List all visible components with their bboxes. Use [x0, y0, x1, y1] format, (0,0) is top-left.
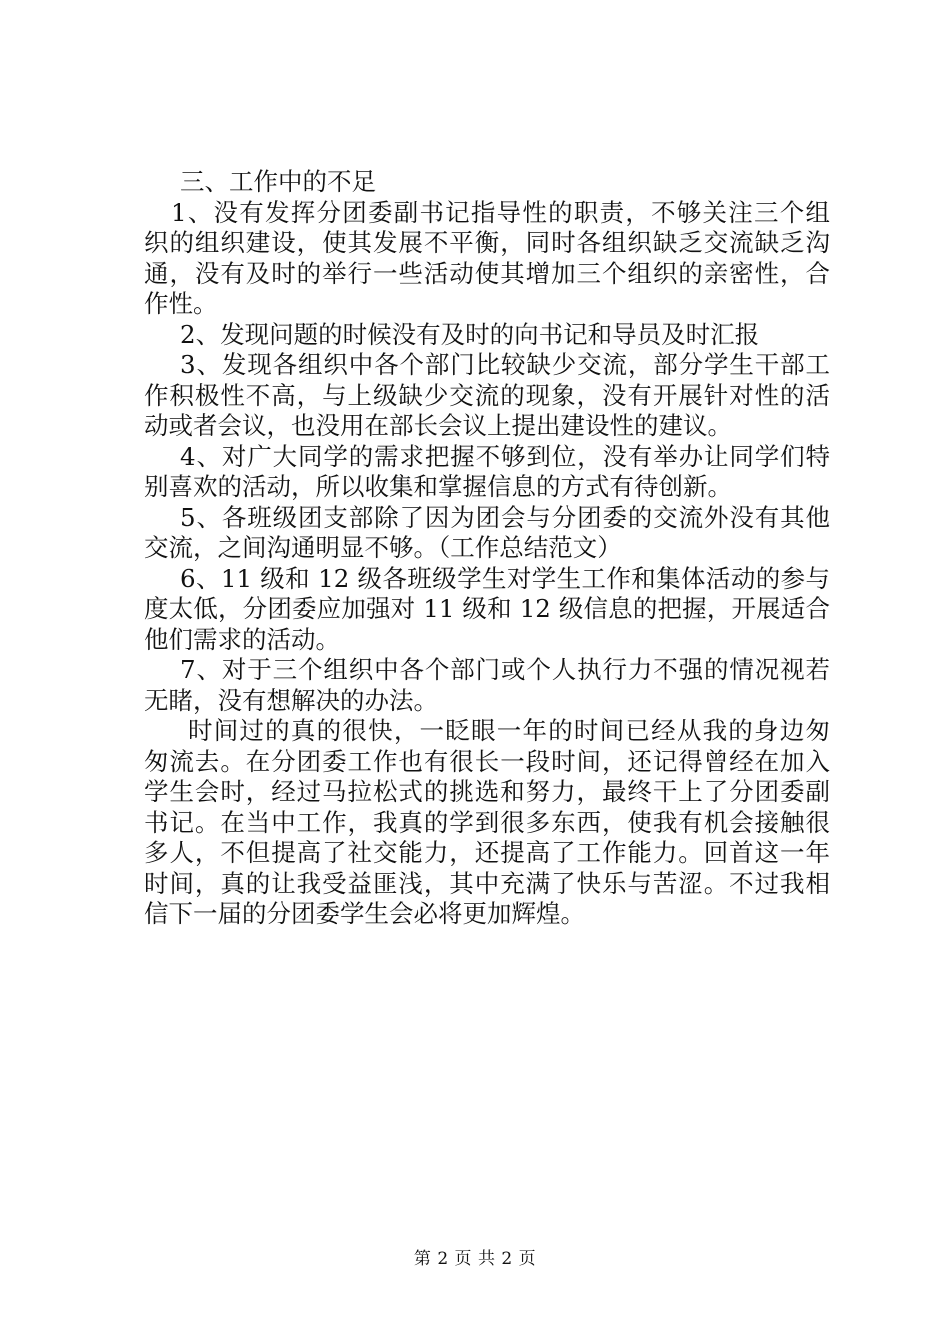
paragraph-line: 多人，不但提高了社交能力，还提高了工作能力。回首这一年 [144, 838, 830, 867]
paragraph-line: 7、对于三个组织中各个部门或个人执行力不强的情况视若 [180, 655, 830, 684]
page-number-footer: 第 2 页 共 2 页 [413, 1249, 537, 1269]
paragraph-line: 4、对广大同学的需求把握不够到位，没有举办让同学们特 [180, 441, 830, 471]
paragraph-line: 交流，之间沟通明显不够。（工作总结范文） [144, 533, 622, 562]
paragraph-line: 作性。 [144, 289, 218, 318]
paragraph-line: 3、发现各组织中各个部门比较缺少交流，部分学生干部工 [180, 350, 830, 379]
paragraph-line: 信下一届的分团委学生会必将更加辉煌。 [144, 899, 585, 928]
paragraph-line: 作积极性不高，与上级缺少交流的现象，没有开展针对性的活 [144, 380, 830, 410]
paragraph-line: 时间，真的让我受益匪浅，其中充满了快乐与苦涩。不过我相 [144, 868, 830, 898]
paragraph-line: 6、11 级和 12 级各班级学生对学生工作和集体活动的参与 [180, 563, 830, 593]
paragraph-line: 通，没有及时的举行一些活动使其增加三个组织的亲密性，合 [144, 258, 830, 288]
paragraph-line: 2、发现问题的时候没有及时的向书记和导员及时汇报 [180, 319, 760, 349]
paragraph-line: 他们需求的活动。 [144, 624, 340, 654]
paragraph-line: 别喜欢的活动，所以收集和掌握信息的方式有待创新。 [144, 472, 732, 501]
paragraph-line: 织的组织建设，使其发展不平衡，同时各组织缺乏交流缺乏沟 [144, 228, 830, 257]
paragraph-line: 度太低，分团委应加强对 11 级和 12 级信息的把握，开展适合 [144, 594, 830, 623]
paragraph-line: 书记。在当中工作，我真的学到很多东西，使我有机会接触很 [144, 807, 830, 837]
document-body [144, 167, 830, 930]
paragraph-line: 动或者会议，也没用在部长会议上提出建设性的建议。 [144, 411, 732, 440]
paragraph-line: 学生会时，经过马拉松式的挑选和努力，最终干上了分团委副 [144, 777, 830, 806]
paragraph-line: 无睹，没有想解决的办法。 [144, 685, 438, 715]
paragraph-line: 时间过的真的很快，一眨眼一年的时间已经从我的身边匆 [188, 716, 830, 745]
paragraph-line: 匆流去。在分团委工作也有很长一段时间，还记得曾经在加入 [144, 746, 830, 776]
section-heading: 三、工作中的不足 [180, 167, 376, 196]
paragraph-line: 5、各班级团支部除了因为团会与分团委的交流外没有其他 [180, 502, 830, 532]
paragraph-line: 1、没有发挥分团委副书记指导性的职责，不够关注三个组 [171, 197, 830, 227]
